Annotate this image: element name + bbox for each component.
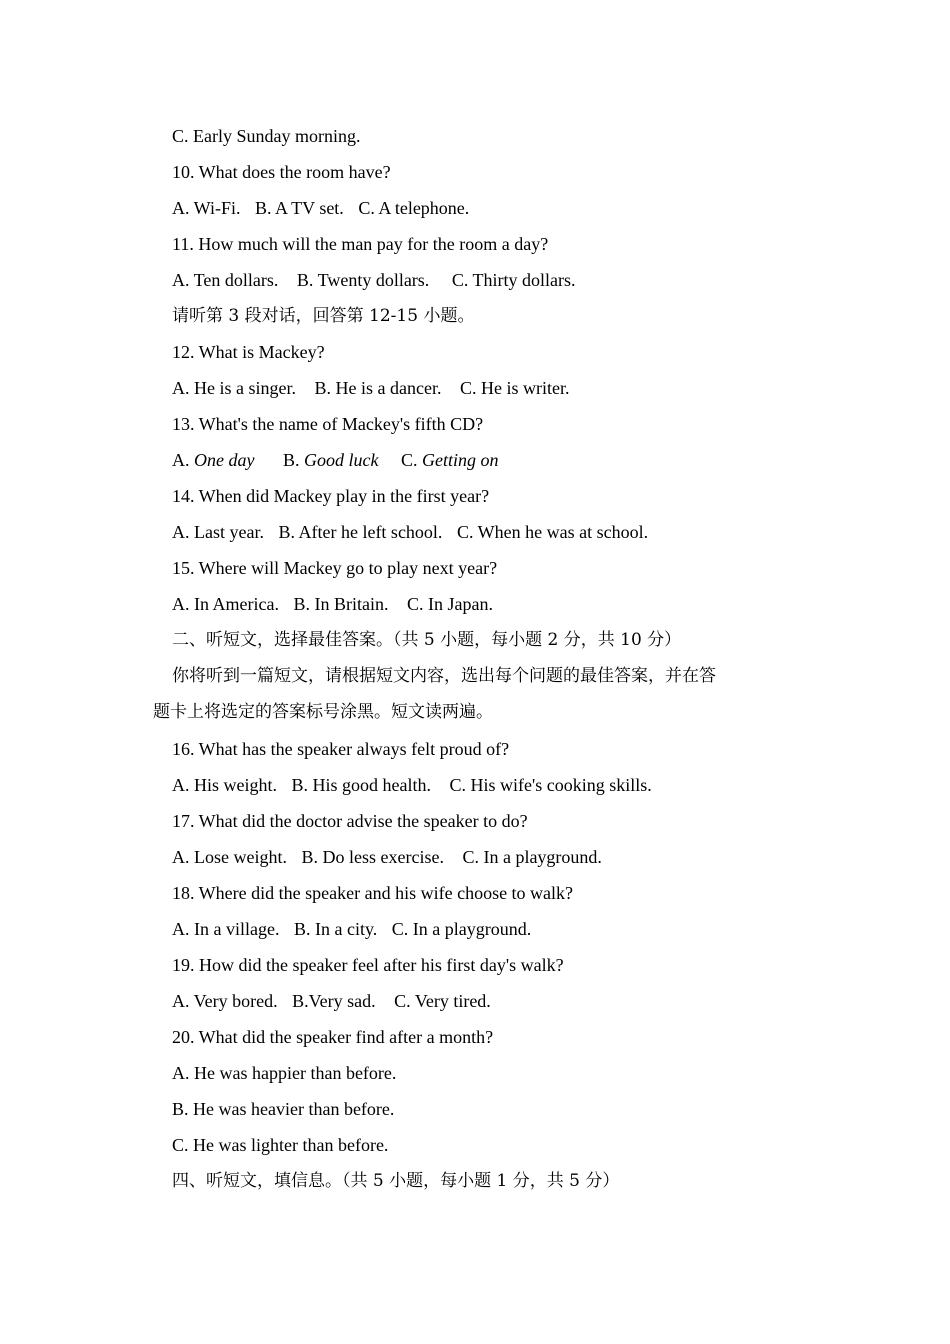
option-prefix: A. xyxy=(172,450,194,470)
option-c: C. Very tired. xyxy=(394,991,491,1011)
option-b: B. He was heavier than before. xyxy=(172,1099,395,1119)
option-a: A. Lose weight. xyxy=(172,847,287,867)
option-c: C. In a playground. xyxy=(462,847,602,867)
option-prefix: B. xyxy=(282,450,304,470)
option-b: B. He is a dancer. xyxy=(314,378,442,398)
section-instruction-continued: 题卡上将选定的答案标号涂黑。短文读两遍。 xyxy=(153,702,493,722)
option-a: A. In a village. xyxy=(172,919,280,939)
option-b: B. In a city. xyxy=(293,919,378,939)
option-b: B. Do less exercise. xyxy=(301,847,444,867)
options-12 xyxy=(0,370,950,406)
option-c: C. In Japan. xyxy=(406,594,493,614)
question-14: 14. When did Mackey play in the first year? xyxy=(172,486,490,506)
question-11: 11. How much will the man pay for the room a day? xyxy=(172,234,549,254)
option-b: B. His good health. xyxy=(291,775,431,795)
question-16: 16. What has the speaker always felt proud of? xyxy=(172,739,510,759)
exam-content xyxy=(0,118,950,1199)
question-10: 10. What does the room have? xyxy=(172,162,391,182)
section-heading: 二、听短文，选择最佳答案。（共 5 小题，每小题 2 分，共 10 分） xyxy=(172,630,682,650)
question-18: 18. Where did the speaker and his wife choose to walk? xyxy=(172,883,574,903)
section-heading: 四、听短文，填信息。（共 5 小题，每小题 1 分，共 5 分） xyxy=(172,1171,620,1191)
section-instruction: 你将听到一篇短文，请根据短文内容，选出每个问题的最佳答案，并在答 xyxy=(172,666,716,686)
options-10 xyxy=(0,190,950,226)
cd-title: One day xyxy=(194,450,255,470)
options-14 xyxy=(0,514,950,550)
options-17 xyxy=(0,839,950,875)
section-instruction: 请听第 3 段对话，回答第 12-15 小题。 xyxy=(172,306,475,326)
cd-title: Good luck xyxy=(304,450,379,470)
options-11 xyxy=(0,262,950,298)
option-c xyxy=(401,442,499,478)
option-b xyxy=(283,442,379,478)
option-a: A. Very bored. xyxy=(172,991,278,1011)
option-c: C. He was lighter than before. xyxy=(172,1135,389,1155)
option-a xyxy=(172,442,254,478)
option-b: B. In Britain. xyxy=(293,594,389,614)
option-line: C. Early Sunday morning. xyxy=(172,126,361,146)
option-a: A. He is a singer. xyxy=(172,378,296,398)
option-prefix: C. xyxy=(400,450,422,470)
question-17: 17. What did the doctor advise the speaker to do? xyxy=(172,811,528,831)
option-a: A. His weight. xyxy=(172,775,277,795)
options-13 xyxy=(0,442,950,478)
question-20: 20. What did the speaker find after a month? xyxy=(172,1027,494,1047)
option-c: C. In a playground. xyxy=(391,919,532,939)
options-16 xyxy=(0,767,950,803)
option-a: A. He was happier than before. xyxy=(172,1063,397,1083)
option-c: C. Thirty dollars. xyxy=(451,270,576,290)
option-a: A. Wi-Fi. xyxy=(172,198,241,218)
options-18 xyxy=(0,911,950,947)
option-c: C. When he was at school. xyxy=(456,522,649,542)
cd-title: Getting on xyxy=(422,450,499,470)
option-b: B. A TV set. xyxy=(254,198,344,218)
option-a: A. Last year. xyxy=(172,522,264,542)
option-b: B. After he left school. xyxy=(278,522,443,542)
option-c: C. His wife's cooking skills. xyxy=(449,775,652,795)
option-a: A. In America. xyxy=(172,594,279,614)
option-c: C. A telephone. xyxy=(358,198,470,218)
options-15 xyxy=(0,586,950,622)
question-15: 15. Where will Mackey go to play next year? xyxy=(172,558,498,578)
options-19 xyxy=(0,983,950,1019)
option-c: C. He is writer. xyxy=(459,378,570,398)
question-12: 12. What is Mackey? xyxy=(172,342,325,362)
option-b: B. Twenty dollars. xyxy=(296,270,430,290)
option-a: A. Ten dollars. xyxy=(172,270,279,290)
question-19: 19. How did the speaker feel after his first day's walk? xyxy=(172,955,564,975)
option-b: B.Very sad. xyxy=(292,991,376,1011)
question-13: 13. What's the name of Mackey's fifth CD? xyxy=(172,414,484,434)
